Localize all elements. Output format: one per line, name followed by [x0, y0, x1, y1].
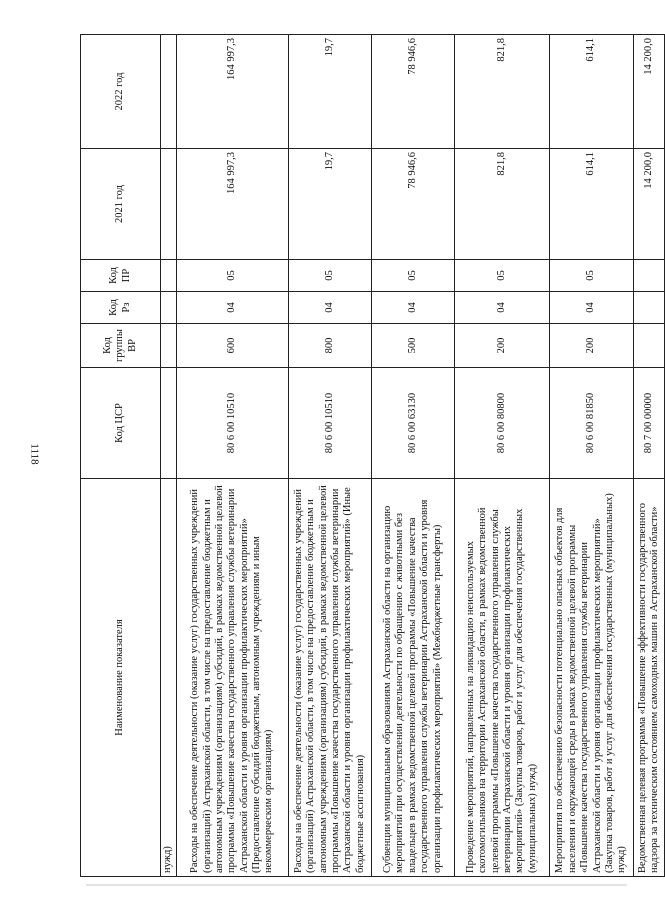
- row-pr: 05: [372, 260, 455, 292]
- rotated-page: [80, 35, 660, 877]
- table-row: [550, 35, 634, 877]
- row-pr: 05: [455, 260, 550, 292]
- row-2021: 164 997,3: [177, 149, 289, 260]
- row-name: Ведомственная целевая программа «Повышение эффективности государственного надзора за техническим состоянием самоходных машин в Астраханской области»: [634, 479, 665, 877]
- row-csr: 80 7 00 00000: [634, 368, 665, 479]
- row-2021: 14 200,0: [634, 149, 665, 260]
- row-2022: 821,8: [455, 35, 550, 149]
- row-pr: 05: [177, 260, 289, 292]
- row-vr: 500: [372, 324, 455, 368]
- row-vr: 800: [289, 324, 372, 368]
- table-row: [161, 35, 177, 877]
- row-vr: 600: [177, 324, 289, 368]
- header-name: Наименование показателя: [81, 479, 161, 877]
- header-row: [81, 35, 161, 877]
- row-rz: 04: [455, 292, 550, 324]
- row-csr: 80 6 00 81850: [550, 368, 634, 479]
- header-csr: Код ЦСР: [81, 368, 161, 479]
- page-number: [22, 440, 48, 468]
- row-rz: 04: [550, 292, 634, 324]
- row-2022: 614,1: [550, 35, 634, 149]
- row-2021: 19,7: [289, 149, 372, 260]
- table-row: [372, 35, 455, 877]
- header-pr: Код ПР: [81, 260, 161, 292]
- header-2022: 2022 год: [81, 35, 161, 149]
- page-number-text: 1118: [29, 443, 41, 465]
- row-name: Проведение мероприятий, направленных на ликвидацию неиспользуемых скотомогильников на территории Астраханской области, в рамках ведомственной целевой программы «Повышение качества государственного управления службы ветеринарии Астраханской области и уровня организации профилактических мероприятий» (Закупка товаров, работ и услуг для обеспечения государственных (муниципальных) нужд): [455, 479, 550, 877]
- row-pr: 05: [289, 260, 372, 292]
- row-csr: 80 6 00 10510: [289, 368, 372, 479]
- row-2022: 19,7: [289, 35, 372, 149]
- row-rz: 04: [289, 292, 372, 324]
- row-rz: [161, 292, 177, 324]
- row-rz: [634, 292, 665, 324]
- scan-artifact: [86, 884, 627, 886]
- row-name: Субвенции муниципальным образованиям Астраханской области на организацию мероприятий при осуществлении деятельности по обращению с животными без владельцев в рамках ведомственной целевой программы «Повышение качества государственного управления службы ветеринарии Астраханской области и уровня организации профилактических мероприятий» (Межбюджетные трансферты): [372, 479, 455, 877]
- row-pr: [161, 260, 177, 292]
- row-2022: 164 997,3: [177, 35, 289, 149]
- budget-table: [80, 34, 665, 877]
- table-row: [634, 35, 665, 877]
- row-name: Мероприятия по обеспечению безопасности потенциально опасных объектов для населения и окружающей среды в рамках ведомственной целевой программы «Повышение качества государственного управления службы ветеринарии Астраханской области и уровня организации профилактических мероприятий» (Закупка товаров, работ и услуг для обеспечения государственных (муниципальных) нужд): [550, 479, 634, 877]
- row-2022: [161, 35, 177, 149]
- header-2021: 2021 год: [81, 149, 161, 260]
- header-vr: Код группы ВР: [81, 324, 161, 368]
- row-name: нужд): [161, 479, 177, 877]
- row-vr: 200: [550, 324, 634, 368]
- row-name: Расходы на обеспечение деятельности (оказание услуг) государственных учреждений (организаций) Астраханской области, в том числе на предоставление бюджетным и автономным учреждениям (организациям) субсидий, в рамках ведомственной целевой программы «Повышение качества государственного управления службы ветеринарии Астраханской области и уровня организации профилактических мероприятий» (Предоставление субсидий бюджетным, автономным учреждениям и иным некоммерческим организациям): [177, 479, 289, 877]
- row-2021: [161, 149, 177, 260]
- row-vr: [634, 324, 665, 368]
- row-pr: [634, 260, 665, 292]
- row-csr: 80 6 00 10510: [177, 368, 289, 479]
- row-2022: 14 200,0: [634, 35, 665, 149]
- table-row: [455, 35, 550, 877]
- table-container: [80, 35, 660, 877]
- row-name: Расходы на обеспечение деятельности (оказание услуг) государственных учреждений (организаций) Астраханской области, в том числе на предоставление бюджетным и автономным учреждениям (организациям) субсидий, в рамках ведомственной целевой программы «Повышение качества государственного управления службы ветеринарии Астраханской области и уровня организации профилактических мероприятий» (Иные бюджетные ассигнования): [289, 479, 372, 877]
- row-2022: 78 946,6: [372, 35, 455, 149]
- row-rz: 04: [177, 292, 289, 324]
- row-csr: 80 6 00 80800: [455, 368, 550, 479]
- table-row: [177, 35, 289, 877]
- row-rz: 04: [372, 292, 455, 324]
- row-pr: 05: [550, 260, 634, 292]
- row-vr: [161, 324, 177, 368]
- row-csr: 80 6 00 63130: [372, 368, 455, 479]
- row-csr: [161, 368, 177, 479]
- table-row: [289, 35, 372, 877]
- header-rz: Код Рз: [81, 292, 161, 324]
- row-2021: 614,1: [550, 149, 634, 260]
- row-2021: 821,8: [455, 149, 550, 260]
- row-vr: 200: [455, 324, 550, 368]
- row-2021: 78 946,6: [372, 149, 455, 260]
